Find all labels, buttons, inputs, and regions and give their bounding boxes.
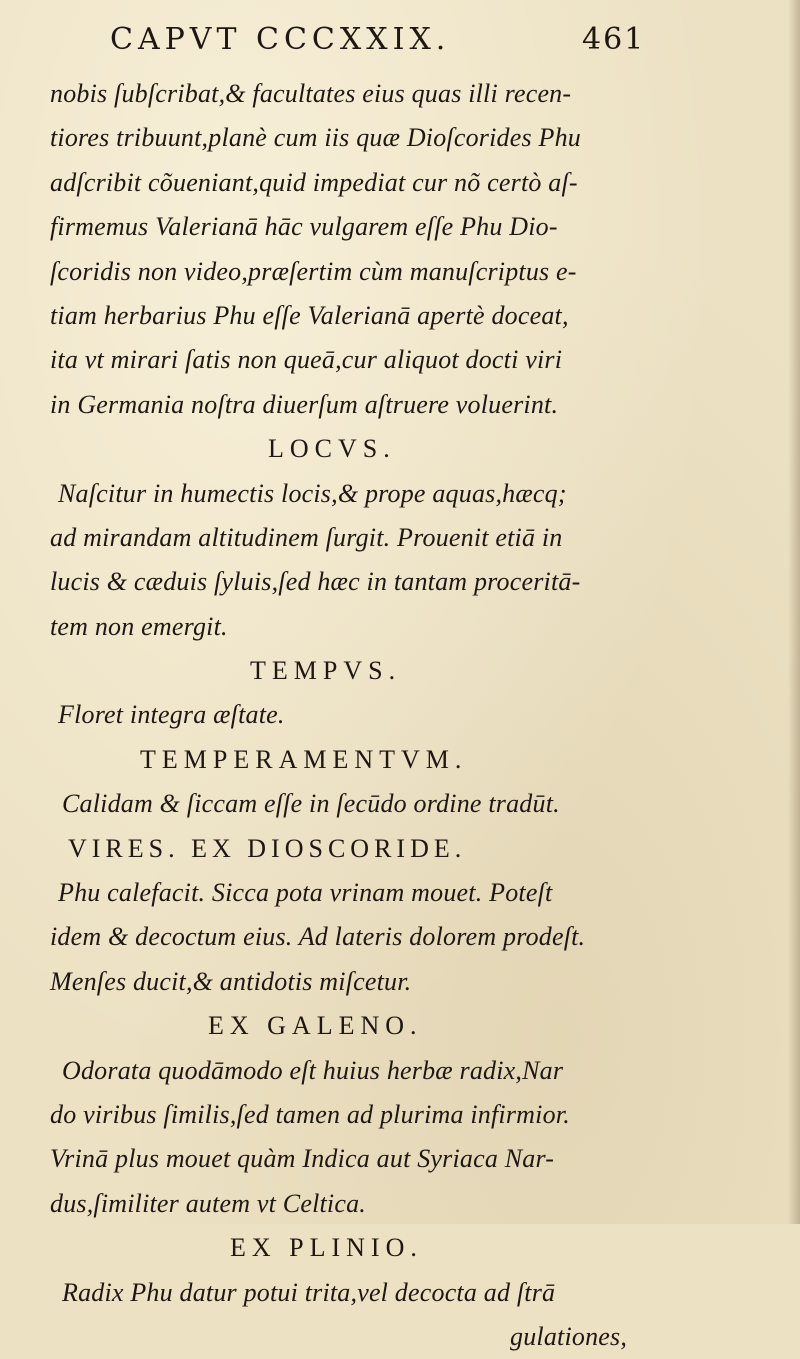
text-line: Vrinā plus mouet quàm Indica aut Syriaca Nar- (50, 1144, 555, 1174)
section-heading-plinio: EX PLINIO. (230, 1233, 423, 1263)
text-line: tiam herbarius Phu eſſe Valerianā apertè doceat, (50, 300, 569, 330)
text-line: Radix Phu datur potui trita,vel decocta ad ſtrā (62, 1277, 556, 1307)
text-line: lucis & cæduis ſyluis,ſed hæc in tantam proceritā- (50, 567, 581, 597)
text-line: ſcoridis non video,præſertim cùm manuſcriptus e- (50, 256, 577, 286)
section-heading-galeno: EX GALENO. (208, 1011, 423, 1041)
section-heading-tempus: TEMPVS. (250, 656, 402, 686)
text-line: dus,ſimiliter autem vt Celtica. (50, 1188, 366, 1218)
body-text (50, 72, 680, 1359)
text-line: Odorata quodāmodo eſt huius herbæ radix,Nar (62, 1055, 564, 1085)
text-line: adſcribit cõueniant,quid impediat cur nõ certò aſ- (50, 167, 578, 197)
text-line: idem & decoctum eius. Ad lateris dolorem prodeſt. (50, 922, 586, 952)
page-number: 461 (582, 22, 646, 57)
text-line: Menſes ducit,& antidotis miſcetur. (50, 966, 412, 996)
text-line: Naſcitur in humectis locis,& prope aquas,hæcq; (58, 478, 567, 508)
text-line: tiores tribuunt,planè cum iis quæ Dioſcorides Phu (50, 123, 581, 153)
text-line: Calidam & ſiccam eſſe in ſecūdo ordine tradūt. (62, 789, 560, 819)
text-line: nobis ſubſcribat,& facultates eius quas illi recen- (50, 79, 572, 108)
text-line: ad mirandam altitudinem ſurgit. Prouenit etiā in (50, 522, 563, 552)
section-heading-locus: LOCVS. (268, 434, 396, 464)
section-heading-vires: VIRES. EX DIOSCORIDE. (68, 833, 467, 863)
text-line: do viribus ſimilis,ſed tamen ad plurima infirmior. (50, 1099, 570, 1129)
text-line: Floret integra æſtate. (58, 700, 285, 730)
page-edge-shadow (788, 0, 800, 1224)
catchword: gulationes, (510, 1321, 628, 1351)
section-heading-temperamentum: TEMPERAMENTVM. (140, 744, 468, 774)
text-line: ita vt mirari ſatis non queā,cur aliquot docti viri (50, 345, 563, 375)
text-line: tem non emergit. (50, 611, 228, 641)
chapter-title: CAPVT CCCXXIX. (110, 22, 451, 57)
text-line: in Germania noſtra diuerſum aſtruere voluerint. (50, 389, 559, 419)
text-line: Phu calefacit. Sicca pota vrinam mouet. Poteſt (58, 878, 553, 908)
text-line: firmemus Valerianā hāc vulgarem eſſe Phu Dio- (50, 212, 558, 242)
running-head (110, 22, 670, 66)
